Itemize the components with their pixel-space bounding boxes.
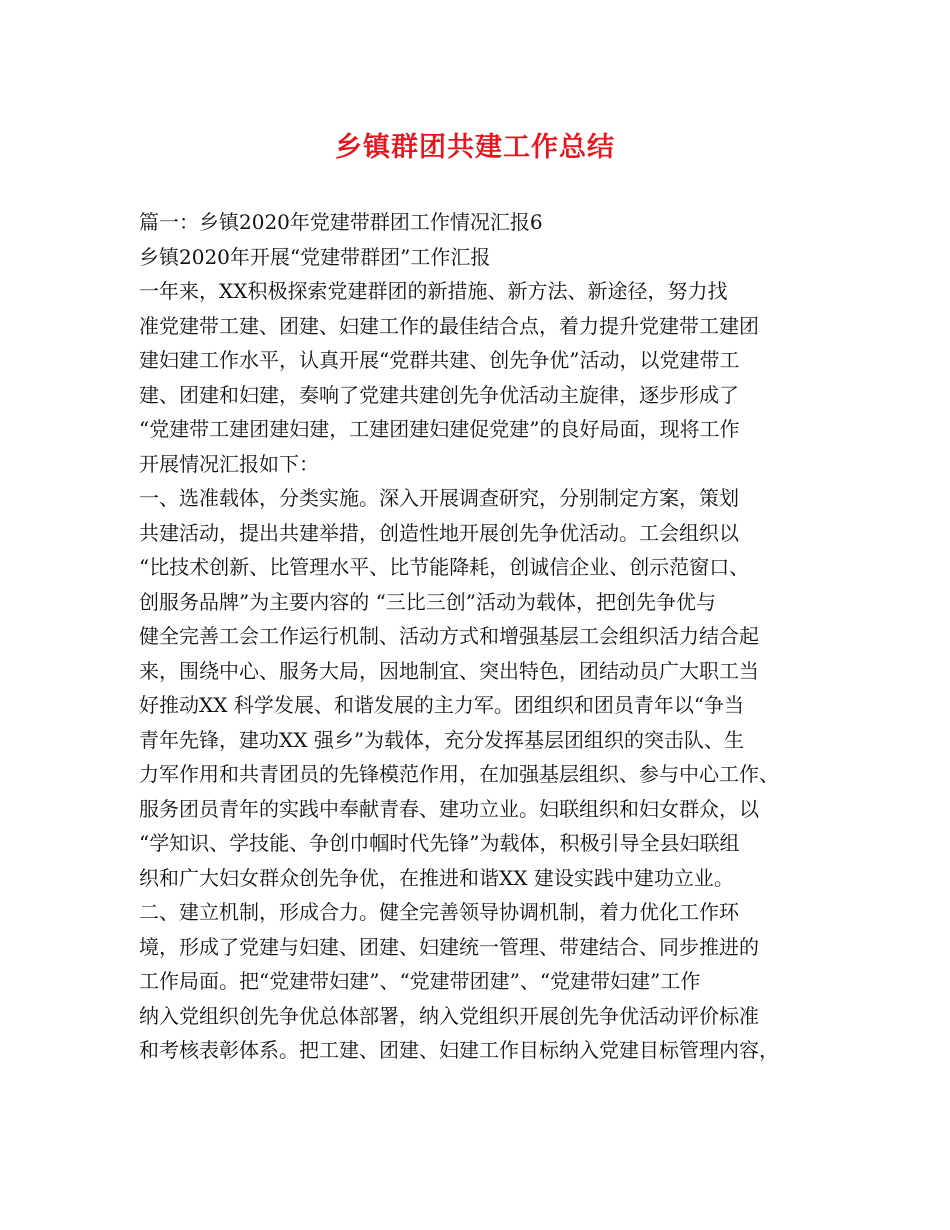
- text-line: “比技术创新、比管理水平、比节能降耗，创诚信企业、创示范窗口、: [139, 555, 750, 579]
- text-line: “学知识、学技能、争创巾帼时代先锋”为载体，积极引导全县妇联组: [139, 831, 740, 855]
- text-line: 篇一：乡镇2020年党建带群团工作情况汇报6: [139, 210, 543, 234]
- text-line: “党建带工建团建妇建，工建团建妇建促党建”的良好局面，现将工作: [139, 417, 740, 441]
- document-title: 乡镇群团共建工作总结: [335, 132, 615, 163]
- text-line: 织和广大妇女群众创先争优，在推进和谐XX 建设实践中建功立业。: [139, 865, 734, 890]
- text-line: 创服务品牌”为主要内容的 “三比三创”活动为载体，把创先争优与: [139, 589, 717, 614]
- text-line: 纳入党组织创先争优总体部署，纳入党组织开展创先争优活动评价标准: [139, 1003, 759, 1028]
- text-line: 二、建立机制，形成合力。健全完善领导协调机制，着力优化工作环: [139, 900, 739, 924]
- text-line: 青年先锋，建功XX 强乡”为载体，充分发挥基层团组织的突击队、生: [139, 727, 745, 752]
- text-line: 工作局面。把“党建带妇建”、“党建带团建”、“党建带妇建”工作: [139, 969, 701, 993]
- text-line: 准党建带工建、团建、妇建工作的最佳结合点，着力提升党建带工建团: [139, 313, 759, 338]
- text-line: 建妇建工作水平，认真开展“党群共建、创先争优”活动，以党建带工: [139, 348, 740, 372]
- text-line: 共建活动，提出共建举措，创造性地开展创先争优活动。工会组织以: [139, 520, 739, 545]
- text-line: 力军作用和共青团员的先锋模范作用，在加强基层组织、参与中心工作、: [139, 762, 779, 786]
- text-line: 服务团员青年的实践中奉献青春、建功立业。妇联组织和妇女群众，以: [139, 796, 759, 821]
- text-line: 来，围绕中心、服务大局，因地制宜、突出特色，团结动员广大职工当: [139, 658, 759, 683]
- text-line: 一年来，XX积极探索党建群团的新措施、新方法、新途径，努力找: [139, 279, 728, 303]
- document-body: [139, 205, 829, 1068]
- text-line: 开展情况汇报如下：: [139, 451, 319, 476]
- text-line: 建、团建和妇建，奏响了党建共建创先争优活动主旋律，逐步形成了: [139, 382, 739, 407]
- text-line: 好推动XX 科学发展、和谐发展的主力军。团组织和团员青年以“争当: [139, 693, 745, 717]
- text-line: 乡镇2020年开展“党建带群团”工作汇报: [139, 244, 491, 269]
- text-line: 和考核表彰体系。把工建、团建、妇建工作目标纳入党建目标管理内容，: [139, 1038, 779, 1062]
- text-line: 境，形成了党建与妇建、团建、妇建统一管理、带建结合、同步推进的: [139, 934, 759, 959]
- text-line: 一、选准载体，分类实施。深入开展调查研究，分别制定方案，策划: [139, 486, 739, 510]
- text-line: 健全完善工会工作运行机制、活动方式和增强基层工会组织活力结合起: [139, 624, 759, 648]
